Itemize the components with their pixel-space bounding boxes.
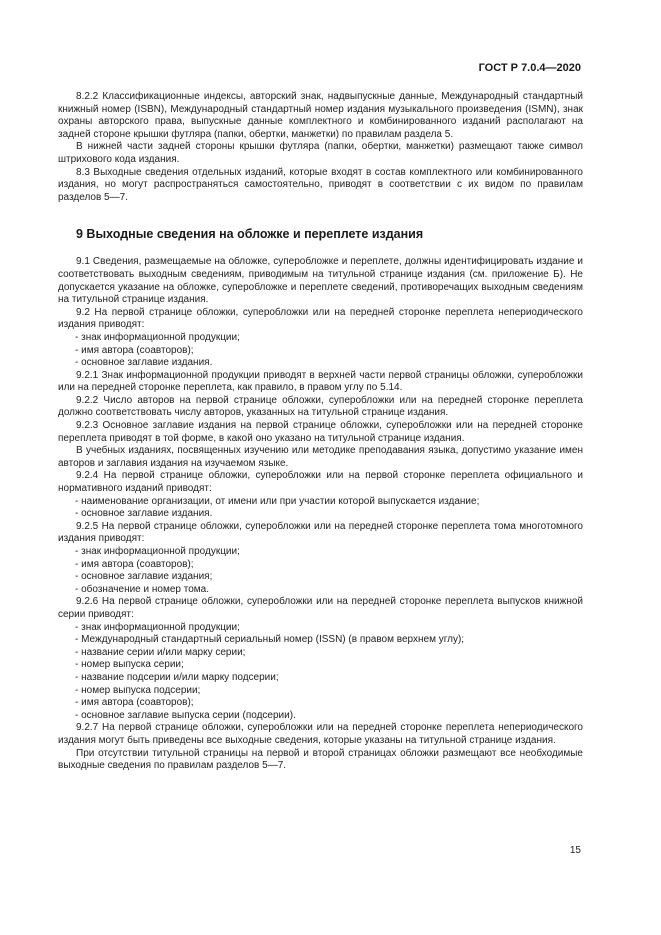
paragraph-no-title-page: При отсутствии титульной страницы на первой и второй страницах обложки размещают все необходимые выходные сведения по правилам разделов 5—7. [58,747,583,772]
list-item: - номер выпуска подсерии; [75,684,201,696]
list-item: - наименование организации, от имени или при участии которой выпускается издание; [75,495,480,507]
paragraph-9-2: 9.2 На первой странице обложки, суперобложки или на передней сторонке переплета непериодического издания приводят: [58,306,583,331]
list-item: - основное заглавие издания. [75,357,213,369]
paragraph-9-2-2: 9.2.2 Число авторов на первой странице обложки, суперобложки или на передней сторонке переплета должно соответствовать числу авторов, указанных на титульной странице издания. [58,394,583,419]
list-item: - обозначение и номер тома. [75,583,209,595]
document-code-header: ГОСТ Р 7.0.4—2020 [478,62,581,74]
list-item: - основное заглавие выпуска серии (подсерии). [75,709,296,721]
document-body [58,91,583,773]
paragraph-9-2-3-educational: В учебных изданиях, посвященных изучению или методике преподавания языка, допустимо указание имен авторов и заглавия издания на изучаемом языке. [58,445,583,469]
list-item: - Международный стандартный сериальный номер (ISSN) (в правом верхнем углу); [75,634,465,646]
paragraph-9-2-4: 9.2.4 На первой странице обложки, суперобложки или на первой сторонке переплета официального и нормативного изданий приводят: [58,470,583,495]
paragraph-8-2-2: 8.2.2 Классификационные индексы, авторский знак, надвыпускные данные, Международный стандартный книжный номер (ISBN), Международный стандартный номер издания музыкального произведения (ISMN), знак охраны авторского права, выпускные данные комплектного и комбинированного изданий располагают на задней стороне крышки футляра (папки, обертки, манжетки) по правилам раздела 5. [58,91,583,140]
list-item: - название серии и/или марку серии; [75,646,246,658]
section-9-title: 9 Выходные сведения на обложке и переплете издания [76,227,424,242]
list-item: - знак информационной продукции; [75,546,240,557]
paragraph-9-2-7: 9.2.7 На первой странице обложки, суперобложки или на передней сторонке переплета непериодического издания могут быть приведены все выходные сведения, которые указаны на титульной странице издания. [58,722,583,746]
list-item: - номер выпуска серии; [75,659,184,671]
paragraph-9-2-5: 9.2.5 На первой странице обложки, суперобложки или на передней сторонке переплета тома многотомного издания приводят: [58,520,583,545]
list-item: - имя автора (соавторов); [75,697,194,709]
paragraph-barcode: В нижней части задней стороны крышки футляра (папки, обертки, манжетки) размещают также символ штрихового кода издания. [58,141,583,165]
paragraph-8-3: 8.3 Выходные сведения отдельных изданий, которые входят в состав комплектного или комбинированного издания, но могут распространяться самостоятельно, приводят в соответствии с их видом по правилам разделов 5—7. [58,166,583,203]
list-item: - знак информационной продукции; [75,331,240,343]
list-item: - знак информационной продукции; [75,621,240,633]
list-item: - основное заглавие издания. [75,508,213,520]
paragraph-9-2-1: 9.2.1 Знак информационной продукции приводят в верхней части первой страницы обложки, суперобложки или на передней сторонке переплета, как правило, в правом углу по 5.14. [58,369,583,394]
paragraph-9-2-3: 9.2.3 Основное заглавие издания на первой странице обложки, суперобложки или на передней сторонке переплета приводят в той форме, в какой оно указано на титульной странице издания. [58,420,583,444]
list-item: - основное заглавие издания; [75,571,213,583]
list-item: - имя автора (соавторов); [75,558,194,570]
list-item: - название подсерии и/или марку подсерии; [75,671,279,683]
paragraph-9-2-6: 9.2.6 На первой странице обложки, суперобложки или на передней сторонке переплета выпусков книжной серии приводят: [58,596,583,620]
list-item: - имя автора (соавторов); [75,344,194,356]
page-number: 15 [569,845,581,856]
paragraph-9-1: 9.1 Сведения, размещаемые на обложке, суперобложке и переплете, должны идентифицировать издание и соответствовать выходным сведениям, приводимым на титульной странице издания (см. приложение Б). Не допускается указание на обложке, суперобложке и переплете сведений, противоречащих выходным сведениям на титульной странице издания. [58,256,583,306]
